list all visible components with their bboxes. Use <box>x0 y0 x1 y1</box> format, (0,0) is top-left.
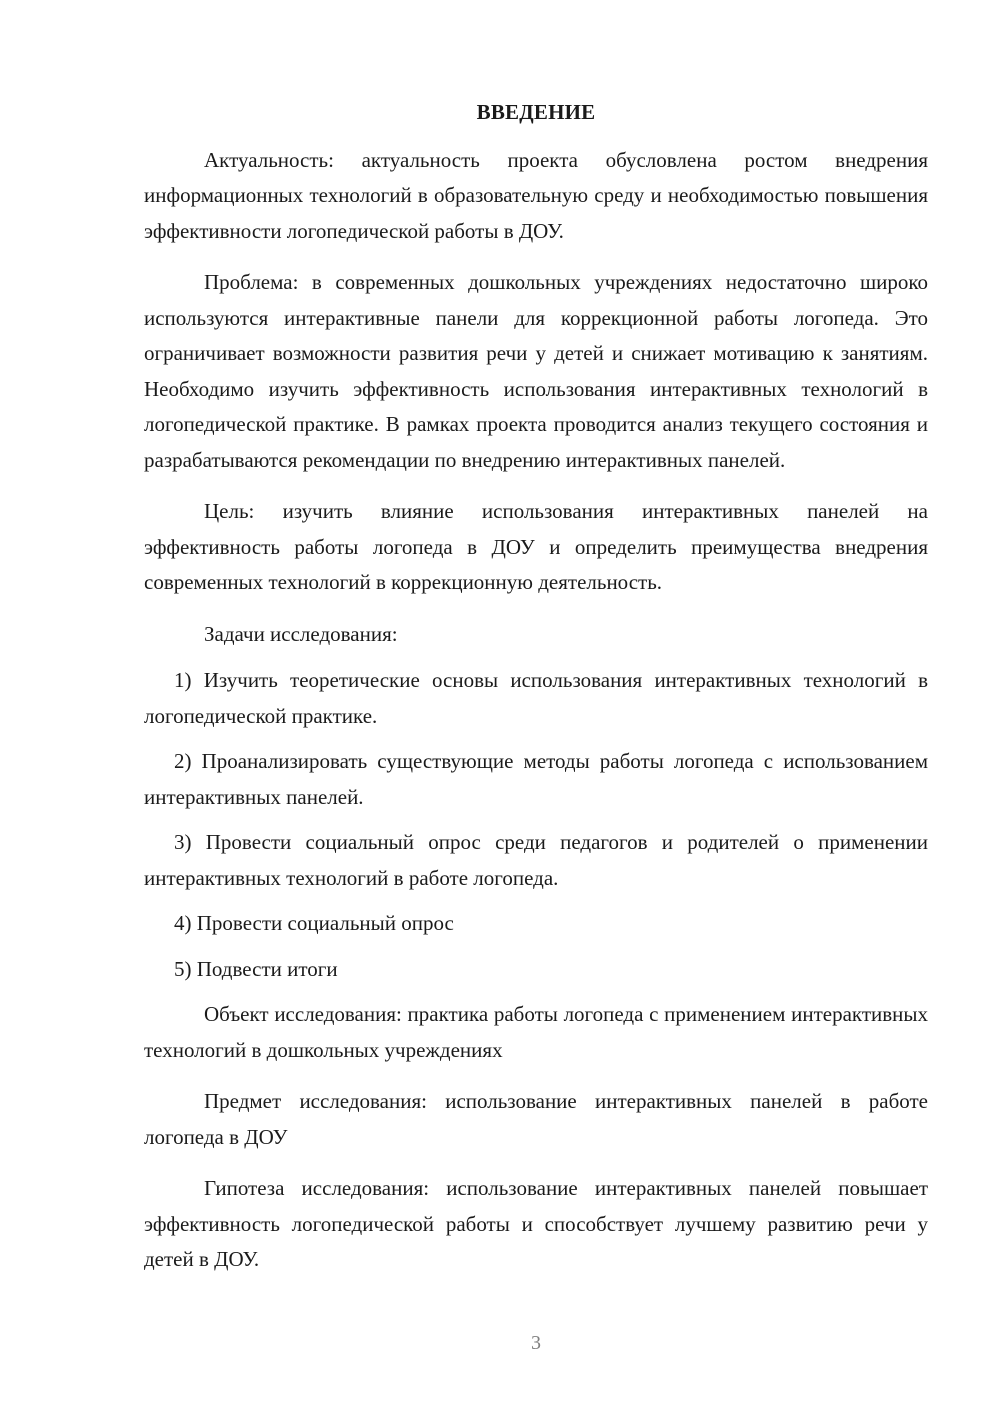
task-item-5: 5) Подвести итоги <box>174 956 338 981</box>
problem-paragraph: Проблема: в современных дошкольных учреждениях недостаточно широко используются интерактивные панели для коррекционной работы логопеда. Это ограничивает возможности развития речи у детей и снижает мотивацию к занятиям. Необходимо изучить эффективность использования интерактивных технологий в логопедической практике. В рамках проекта проводится анализ текущего состояния и разрабатываются рекомендации по внедрению интерактивных панелей. <box>144 270 928 472</box>
task-item-1: 1) Изучить теоретические основы использования интерактивных технологий в логопедической практике. <box>144 668 928 728</box>
task-item-2: 2) Проанализировать существующие методы работы логопеда с использованием интерактивных панелей. <box>144 749 928 809</box>
subject-paragraph: Предмет исследования: использование интерактивных панелей в работе логопеда в ДОУ <box>144 1089 928 1149</box>
section-heading: ВВЕДЕНИЕ <box>476 100 596 124</box>
document-page <box>144 95 928 1294</box>
object-paragraph: Объект исследования: практика работы логопеда с применением интерактивных технологий в дошкольных учреждениях <box>144 1002 928 1062</box>
task-item-3: 3) Провести социальный опрос среди педагогов и родителей о применении интерактивных технологий в работе логопеда. <box>144 830 928 890</box>
goal-paragraph: Цель: изучить влияние использования интерактивных панелей на эффективность работы логопеда в ДОУ и определить преимущества внедрения современных технологий в коррекционную деятельность. <box>144 499 928 594</box>
relevance-paragraph: Актуальность: актуальность проекта обусловлена ростом внедрения информационных технологий в образовательную среду и необходимостью повышения эффективности логопедической работы в ДОУ. <box>144 147 928 243</box>
task-item-4: 4) Провести социальный опрос <box>174 911 454 935</box>
hypothesis-paragraph: Гипотеза исследования: использование интерактивных панелей повышает эффективность логопедической работы и способствует лучшему развитию речи у детей в ДОУ. <box>144 1176 928 1271</box>
page-number: 3 <box>531 1332 541 1354</box>
tasks-title: Задачи исследования: <box>204 621 398 646</box>
